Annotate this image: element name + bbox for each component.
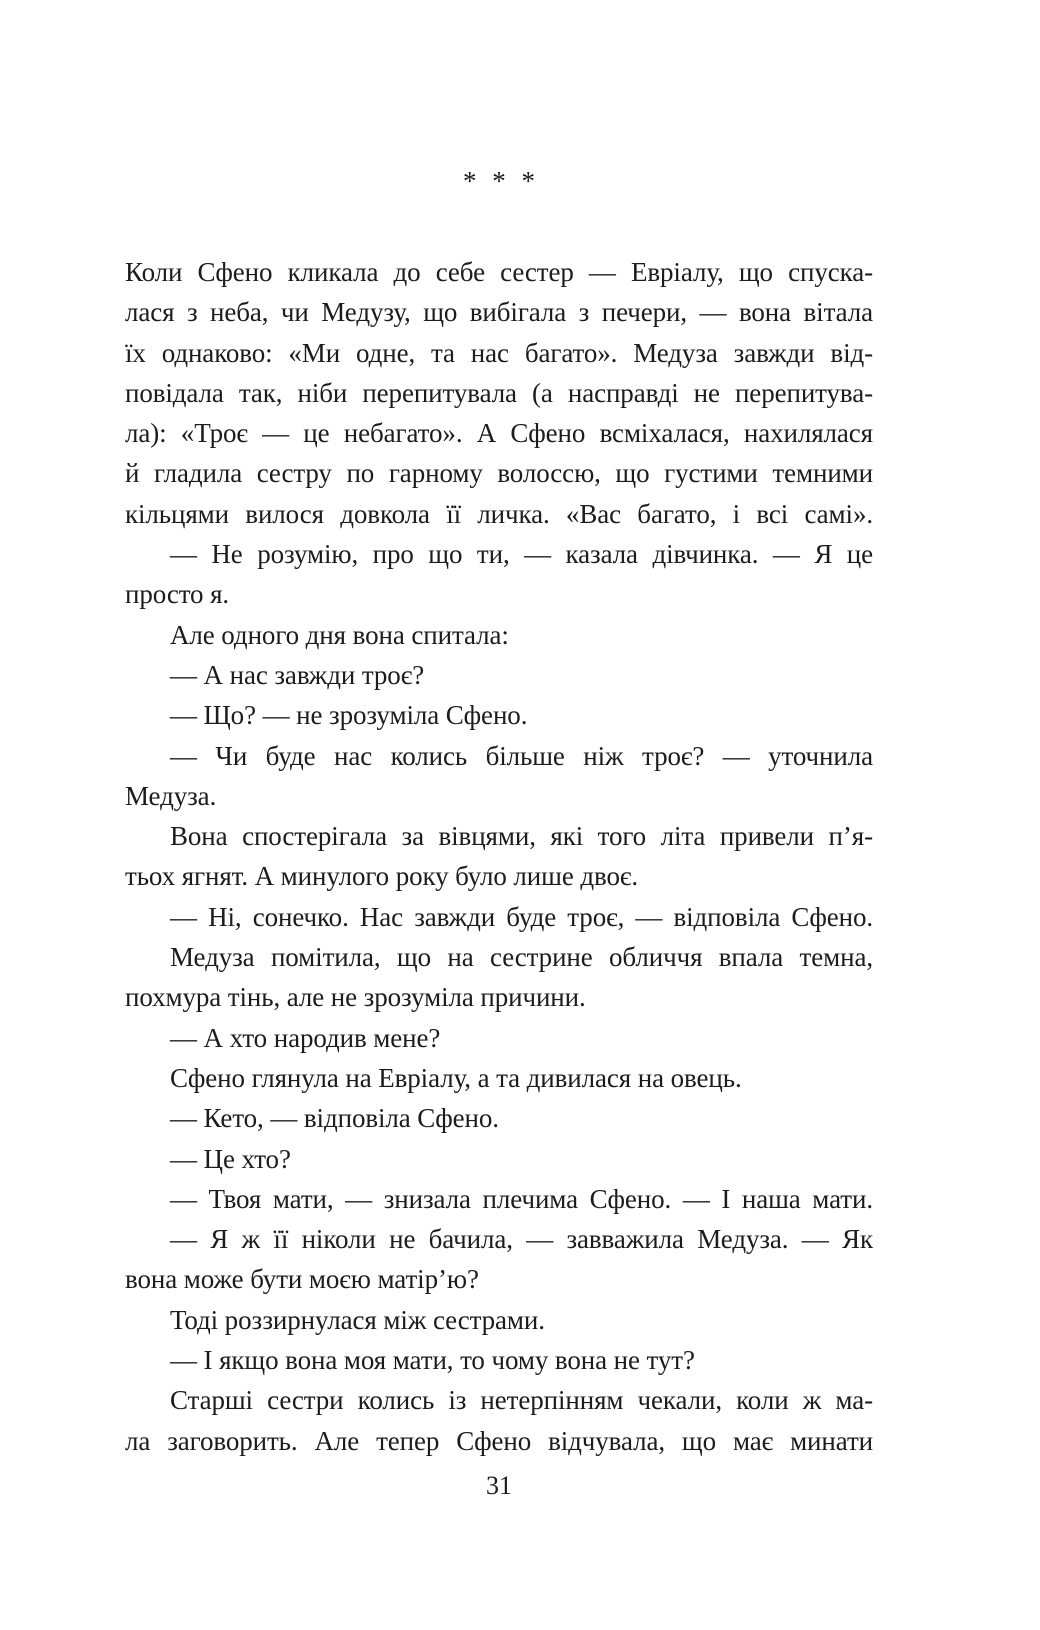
text-line: — Чи буде нас колись більше ніж троє? — уточнила (170, 740, 873, 771)
text-line: Сфено глянула на Евріалу, а та дивилася на овець. (170, 1062, 742, 1093)
paragraph (125, 695, 873, 735)
paragraph (125, 1219, 873, 1300)
paragraph (125, 252, 873, 534)
text-line: — А хто народив мене? (170, 1022, 441, 1053)
text-line: ла заговорить. Але тепер Сфено відчувала, що має минати (125, 1425, 873, 1456)
text-line: повідала так, ніби перепитувала (а насправді не перепитува- (125, 377, 873, 408)
paragraph (125, 1300, 873, 1340)
paragraph (125, 937, 873, 1018)
text-line: кільцями вилося довкола її личка. «Вас багато, і всі самі». (125, 498, 873, 529)
text-line: — Кето, — відповіла Сфено. (170, 1103, 499, 1134)
text-line: — А нас завжди троє? (170, 659, 425, 690)
text-line: вона може бути моєю матір’ю? (125, 1264, 479, 1295)
text-line: ла): «Троє — це небагато». А Сфено всміхалася, нахилялася (125, 418, 873, 449)
paragraph (125, 655, 873, 695)
paragraph (125, 1098, 873, 1138)
text-line: — Твоя мати, — знизала плечима Сфено. — І наша мати. (170, 1183, 873, 1214)
paragraph (125, 897, 873, 937)
text-line: Медуза помітила, що на сестрине обличчя впала темна, (170, 942, 873, 973)
text-line: Вона спостерігала за вівцями, які того літа привели п’я- (170, 821, 873, 852)
text-line: — Я ж її ніколи не бачила, — завважила Медуза. — Як (170, 1224, 873, 1255)
section-separator: * * * (463, 166, 535, 196)
text-line: Тоді роззирнулася між сестрами. (170, 1304, 545, 1335)
text-line: й гладила сестру по гарному волоссю, що густими темними (125, 458, 873, 489)
text-line: — Це хто? (170, 1143, 291, 1174)
text-line: — Не розумію, про що ти, — казала дівчинка. — Я це (170, 539, 873, 570)
text-line: — Ні, сонечко. Нас завжди буде троє, — відповіла Сфено. (170, 901, 873, 932)
text-line: Але одного дня вона спитала: (170, 619, 509, 650)
text-line: — Що? — не зрозуміла Сфено. (170, 700, 528, 731)
paragraph (125, 534, 873, 615)
paragraph (125, 736, 873, 817)
text-line: просто я. (125, 579, 230, 610)
text-line: лася з неба, чи Медузу, що вибігала з печери, — вона вітала (125, 297, 873, 328)
text-line: тьох ягнят. А минулого року було лише двоє. (125, 861, 639, 892)
paragraph (125, 1380, 873, 1461)
text-line: Медуза. (125, 780, 217, 811)
paragraph (125, 1139, 873, 1179)
paragraph (125, 1018, 873, 1058)
text-line: похмура тінь, але не зрозуміла причини. (125, 982, 586, 1013)
text-line: їх однаково: «Ми одне, та нас багато». Медуза завжди від- (125, 337, 873, 368)
text-line: Старші сестри колись із нетерпінням чекали, коли ж ма- (170, 1385, 873, 1416)
paragraph (125, 816, 873, 897)
text-line: Коли Сфено кликала до себе сестер — Евріалу, що спуска- (125, 257, 873, 287)
paragraph (125, 1058, 873, 1098)
text-line: — І якщо вона моя мати, то чому вона не тут? (170, 1345, 695, 1376)
body-text (125, 252, 873, 1461)
paragraph (125, 1179, 873, 1219)
paragraph (125, 1340, 873, 1380)
paragraph (125, 615, 873, 655)
page-number: 31 (486, 1471, 512, 1500)
